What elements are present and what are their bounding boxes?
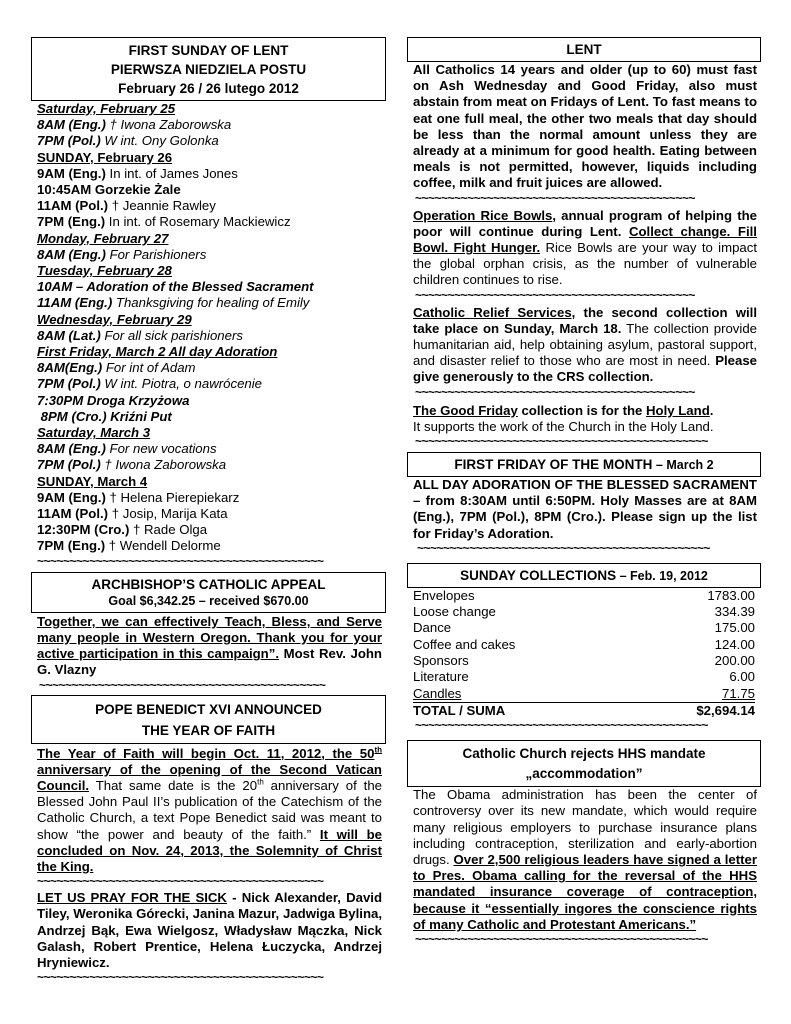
tilde-divider: ~~~~~~~~~~~~~~~~~~~~~~~~~~~~~~~~~~~~~~~~~~~~ — [37, 875, 324, 889]
collections-total-row — [413, 702, 755, 719]
collection-amount: 334.39 — [714, 604, 755, 620]
mass-entry: 10:45AM Gorzekie Żale — [37, 182, 181, 198]
first-friday-text: ALL DAY ADORATION OF THE BLESSED SACRAMENT – from 8:30AM until 6:50PM. Holy Masses are at 8AM (Eng.), 7PM (Pol.), 8PM (Cro.). Please sign up the list for Friday’s Adoration. — [413, 477, 757, 541]
collection-label: Coffee and cakes — [413, 636, 516, 652]
mass-entry: 8AM (Eng.) † Iwona Zaborowska — [37, 117, 232, 133]
tilde-divider: ~~~~~~~~~~~~~~~~~~~~~~~~~~~~~~~~~~~~~~~~~~~ — [415, 385, 695, 399]
collection-label: Loose change — [413, 604, 496, 620]
mass-entry: 10AM – Adoration of the Blessed Sacrament — [37, 279, 314, 295]
year-of-faith-text: The Year of Faith will begin Oct. 11, 2012, the 50th anniversary of the opening of the Second Vatican Council. That same date is the 20th anniversary of the Blessed John Paul II’s publication of the Catechism of the Catholic Church, a text Pope Benedict said was meant to show “the power and beauty of the faith.” It will be concluded on Nov. 24, 2013, the Solemnity of Christ the King. — [37, 745, 382, 874]
left-column — [31, 37, 386, 984]
tilde-divider: ~~~~~~~~~~~~~~~~~~~~~~~~~~~~~~~~~~~~~~~~~~~ — [415, 191, 695, 205]
mass-entry: 11AM (Eng.) Thanksgiving for healing of Emily — [37, 295, 310, 311]
collection-label: Envelopes — [413, 587, 475, 603]
day-heading: SUNDAY, February 26 — [37, 149, 173, 165]
mass-entry: 8AM(Eng.) For int of Adam — [37, 360, 196, 376]
lent-text: All Catholics 14 years and older (up to 60) must fast on Ash Wednesday and Good Friday, also must abstain from meat on Fridays of Lent. To fast means to eat one full meal, the other two meals that day should be less than the normal amount unless they are already at a minimum for good health. Eating between meals is not permitted, however, liquids including coffee, milk and fruit juices are allowed. — [413, 62, 757, 191]
appeal-text: Together, we can effectively Teach, Bless, and Serve many people in Western Oregon. Thank you for your active participation in this campaign”. Most Rev. John G. Vlazny — [37, 613, 382, 678]
mass-entry: 9AM (Eng.) In int. of James Jones — [37, 165, 238, 181]
day-heading: Wednesday, February 29 — [37, 311, 192, 327]
pope-title-1: POPE BENEDICT XVI ANNOUNCED — [95, 701, 322, 717]
mass-entry: 7PM (Eng.) In int. of Rosemary Mackiewicz — [37, 214, 291, 230]
hhs-box — [407, 740, 761, 787]
collection-amount: 6.00 — [729, 669, 755, 685]
collection-amount: 124.00 — [714, 636, 755, 652]
collections-date: – Feb. 19, 2012 — [616, 568, 708, 583]
day-heading: Tuesday, February 28 — [37, 263, 172, 279]
collection-label: Dance — [413, 620, 452, 636]
crs-text: Catholic Relief Services, the second collection will take place on Sunday, March 18. The collection provide humanitarian aid, help obtaining asylum, pastoral support, and disaster relief to those who are most in need. Please give generously to the CRS collection. — [413, 304, 757, 385]
tilde-divider: ~~~~~~~~~~~~~~~~~~~~~~~~~~~~~~~~~~~~~~~~~~~~ — [39, 678, 326, 692]
day-heading: Saturday, March 3 — [37, 425, 151, 441]
day-heading: First Friday, March 2 All day Adoration — [37, 344, 278, 360]
pray-for-sick: LET US PRAY FOR THE SICK - Nick Alexander, David Tiley, Weronika Górecki, Janina Mazur, Jadwiga Bylina, Andrzej Bąk, Ewa Wielgosz, Władysław Mączka, Nick Galash, Robert Prentice, Helena Łuczycka, Andrzej Hryniewicz. — [37, 890, 382, 970]
mass-entry: 7PM (Eng.) † Wendell Delorme — [37, 538, 221, 554]
hhs-text: The Obama administration has been the center of controversy over its new mandate, which would require many religious employers to purchase insurance plans including contraception, sterilization and early-abortion drugs. Over 2,500 religious leaders have signed a letter to Pres. Obama calling for the reversal of the HHS mandated insurance coverage of contraception, because it “essentially ingores the conscience rights of many Catholic and Protestant Americans.” — [413, 787, 757, 932]
collections-title: SUNDAY COLLECTIONS — [460, 567, 617, 583]
day-heading: Saturday, February 25 — [37, 101, 176, 116]
collection-amount: 71.75 — [721, 685, 755, 701]
total-label: TOTAL / SUMA — [413, 702, 506, 718]
collection-amount: 200.00 — [714, 653, 755, 669]
mass-entry: 12:30PM (Cro.) † Rade Olga — [37, 522, 208, 538]
mass-entry: 9AM (Eng.) † Helena Pierepiekarz — [37, 489, 240, 505]
header-line-3: February 26 / 26 lutego 2012 — [118, 81, 299, 96]
tilde-divider: ~~~~~~~~~~~~~~~~~~~~~~~~~~~~~~~~~~~~~~~~~~~~~ — [415, 933, 708, 947]
first-friday-box — [407, 452, 761, 477]
mass-entry: 8PM (Cro.) Kriźni Put — [37, 408, 172, 424]
collection-row — [413, 604, 755, 620]
collection-row — [413, 686, 755, 702]
right-column — [407, 37, 761, 946]
first-friday-date: – March 2 — [652, 458, 714, 473]
mass-entry: 7:30PM Droga Krzyżowa — [37, 392, 190, 408]
collections-table — [407, 588, 761, 719]
lent-box — [407, 37, 761, 62]
mass-entry: 11AM (Pol.) † Jeannie Rawley — [37, 198, 216, 214]
mass-entry: 8AM (Eng.) For Parishioners — [37, 246, 207, 262]
collection-amount: 175.00 — [714, 620, 755, 636]
collection-label: Literature — [413, 669, 469, 685]
mass-schedule — [31, 101, 386, 555]
mass-entry: 7PM (Pol.) W int. Piotra, o nawrócenie — [37, 376, 263, 392]
collection-row — [413, 620, 755, 636]
lent-sunday-header — [31, 37, 386, 101]
collection-row — [413, 669, 755, 685]
hhs-title-2: „accommodation” — [525, 766, 643, 782]
first-friday-title: FIRST FRIDAY OF THE MONTH — [454, 457, 653, 473]
day-heading: SUNDAY, March 4 — [37, 473, 148, 489]
mass-entry: 8AM (Eng.) For new vocations — [37, 441, 217, 457]
hhs-title-1: Catholic Church rejects HHS mandate — [462, 746, 706, 762]
collections-box — [407, 563, 761, 588]
tilde-divider: ~~~~~~~~~~~~~~~~~~~~~~~~~~~~~~~~~~~~~~~~~~~~ — [37, 971, 324, 985]
mass-entry: 11AM (Pol.) † Josip, Marija Kata — [37, 506, 228, 522]
tilde-divider: ~~~~~~~~~~~~~~~~~~~~~~~~~~~~~~~~~~~~~~~~~~~~~ — [417, 541, 710, 555]
mass-entry: 8AM (Lat.) For all sick parishioners — [37, 327, 243, 343]
tilde-divider: ~~~~~~~~~~~~~~~~~~~~~~~~~~~~~~~~~~~~~~~~~~~ — [415, 288, 695, 302]
lent-title: LENT — [566, 42, 602, 57]
mass-entry: 7PM (Pol.) † Iwona Zaborowska — [37, 457, 227, 473]
appeal-title: ARCHBISHOP’S CATHOLIC APPEAL — [91, 576, 326, 592]
good-friday-text: The Good Friday collection is for the Holy Land. It supports the work of the Church in the Holy Land. — [413, 402, 714, 434]
tilde-divider: ~~~~~~~~~~~~~~~~~~~~~~~~~~~~~~~~~~~~~~~~~~~~~ — [415, 435, 708, 449]
collection-label: Candles — [413, 685, 462, 701]
tilde-divider: ~~~~~~~~~~~~~~~~~~~~~~~~~~~~~~~~~~~~~~~~~~~~~ — [415, 719, 708, 733]
header-line-1: FIRST SUNDAY OF LENT — [128, 43, 289, 58]
collection-row — [413, 588, 755, 604]
appeal-box — [31, 572, 386, 613]
tilde-divider: ~~~~~~~~~~~~~~~~~~~~~~~~~~~~~~~~~~~~~~~~~~~~ — [37, 554, 324, 568]
collection-row — [413, 653, 755, 669]
day-heading: Monday, February 27 — [37, 230, 169, 246]
rice-bowls-text: Operation Rice Bowls, annual program of helping the poor will continue during Lent. Collect change. Fill Bowl. Fight Hunger. Rice Bowls are your way to impact the global orphan crisis, as the number of vulnerable children continues to rise. — [413, 207, 757, 288]
collection-amount: 1783.00 — [707, 587, 755, 603]
collection-label: Sponsors — [413, 653, 469, 669]
mass-entry: 7PM (Pol.) W int. Ony Golonka — [37, 133, 219, 149]
pope-box — [31, 695, 386, 744]
collection-row — [413, 637, 755, 653]
total-amount: $2,694.14 — [696, 702, 755, 718]
pope-title-2: THE YEAR OF FAITH — [141, 722, 276, 738]
header-line-2: PIERWSZA NIEDZIELA POSTU — [110, 62, 307, 77]
appeal-goal: Goal $6,342.25 – received $670.00 — [108, 593, 309, 608]
